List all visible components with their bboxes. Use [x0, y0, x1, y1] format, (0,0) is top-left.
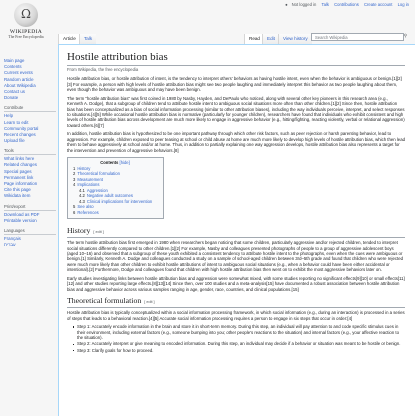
sidebar-heading-tools: Tools — [4, 148, 56, 155]
sidebar-item-download-pdf[interactable]: Download as PDF — [4, 211, 40, 217]
sidebar-heading-languages: Languages — [4, 228, 56, 235]
toc-item-label[interactable]: See also — [77, 204, 94, 210]
sidebar-item-contact[interactable]: Contact us — [4, 88, 25, 94]
history-paragraph-1: The term hostile attribution bias first emerged in 1980 when researchers began noticing that some children, particularly aggressive and/or rejected children, tended to interpret social situations differently compared to other children.[1][2] For example, Nasby and colleagues presented photographs of people to a group of aggressive adolescent boys (aged 10–16) and observed that a subgroup of these youth exhibited a consistent tendency to attribute hostile intent to the photographs, even when the cues were ambiguous or benign.[1] Similarly, Kenneth A. Dodge and colleagues conducted a study on a sample of school-aged children between 3rd–5th grade and found that children who were rejected were much more likely than other children to exhibit hostile attributions of intent to ambiguous social situations (e.g., when a behavior could have been either accidental or intentional).[2] Furthermore, Dodge and colleagues found that children with high hostile attribution bias then went on to exhibit the most aggressive behaviors later on. — [67, 240, 404, 273]
toc-item-number: 4.2 — [79, 193, 85, 199]
sidebar-item-lang-french[interactable]: Français — [4, 235, 21, 241]
history-heading-text: History — [67, 226, 91, 236]
history-paragraph-2: Early studies investigating links between hostile attribution bias and aggression were somewhat mixed, with some studies reporting no significant effects[9][10] or small effects[11][12] and other studies reporting large effects.[8][13][14] Since then, over 100 studies and a meta-analysis[15] have documented a robust association between hostile attribution bias and aggressive behavior across various samples ranging in age, gender, race, countries, and clinical populations.[15] — [67, 275, 405, 292]
toc-item-label[interactable]: Clinical implications for intervention — [86, 198, 153, 204]
toc-item-label[interactable]: References — [77, 209, 99, 215]
sidebar-item-contents[interactable]: Contents — [4, 64, 22, 70]
sidebar-item-main-page[interactable]: Main page — [4, 58, 25, 63]
toc-item[interactable] — [73, 210, 157, 216]
tab-article[interactable]: Article — [58, 34, 80, 44]
toc-item-label[interactable]: Negative adult outcomes — [86, 193, 133, 199]
log-in-link[interactable]: Log in — [397, 2, 409, 7]
toc-hide-toggle[interactable]: [hide] — [119, 160, 130, 166]
logo-tagline: The Free Encyclopedia — [8, 35, 44, 39]
toc-item-label[interactable]: Implications — [77, 182, 100, 188]
toc-list — [73, 166, 157, 216]
user-icon: ● — [285, 2, 288, 7]
toc-item-label[interactable]: Measurement — [77, 176, 103, 182]
toc-item-number: 3 — [73, 176, 76, 182]
toc-item-number: 4.1 — [79, 187, 85, 193]
toc-title-text: Contents — [100, 160, 119, 166]
puzzle-globe-icon — [14, 3, 38, 27]
create-account-link[interactable]: Create account — [364, 2, 393, 7]
sidebar-item-donate[interactable]: Donate — [4, 95, 19, 101]
logo-wordmark: WIKIPEDIA — [9, 29, 43, 35]
lead-paragraph-1: Hostile attribution bias, or hostile attribution of intent, is the tendency to interpret others' behaviors as having hostile intent, even when the behavior is ambiguous or benign.[1][2][3] For example, a person with high levels of hostile attribution bias might see two people laughing and immediately interpret this behavior as two people laughing about them, even though the behavior was ambiguous and may have been benign. — [67, 76, 402, 93]
lead-paragraph-3: In addition, hostile attribution bias is hypothesized to be one important pathway through which other risk factors, such as peer rejection or harsh parenting behavior, lead to aggression. For example, children exposed to peer teasing at school or child abuse at home are much more likely to develop high levels of hostile attribution bias, which then lead them to behave aggressively at school and/or at home. Thus, in addition to partially explaining one way aggression develops, hostile attribution bias also represents a target for the intervention and prevention of aggressive behaviors.[8] — [67, 131, 405, 153]
sidebar-heading-contribute: Contribute — [4, 105, 56, 112]
sidebar-item-community-portal[interactable]: Community portal — [4, 125, 39, 131]
list-item: Step 3: Clarify goals for how to proceed. — [73, 348, 405, 353]
sidebar-heading-print-export: Print/export — [4, 204, 56, 211]
lead-paragraph-2: The term "hostile attribution bias" was first coined in 1980 by Nasby, Hayden, and DePaulo who noticed, along with several other key pioneers in this research area (e.g., Kenneth A. Dodge), that a subgroup of children tend to attribute hostile intent to ambiguous social situations more often than other children.[1][2] Since then, hostile attribution bias has been conceptualized as a bias of social information processing (similar to other attribution biases), including the way individuals perceive, interpret, and select responses to situations.[4][5] While occasional hostile attribution bias is normative (particularly for younger children), researchers have found that individuals who exhibit consistent and high levels of hostile attribution bias across development are much more likely to engage in aggressive behavior (e.g., hitting/fighting, reacting violently, verbal or relational aggression) toward others.[6][7] — [67, 95, 405, 128]
personal-tools — [281, 2, 409, 7]
sidebar-item-about[interactable]: About Wikipedia — [4, 82, 36, 88]
tab-talk[interactable]: Talk — [79, 34, 96, 44]
sidebar-item-permanent-link[interactable]: Permanent link — [4, 174, 34, 180]
table-of-contents — [67, 157, 164, 219]
sidebar-item-help[interactable]: Help — [4, 113, 14, 119]
sidebar — [4, 58, 56, 248]
section-heading-theoretical-formulation — [67, 296, 405, 308]
sidebar-item-what-links-here[interactable]: What links here — [4, 156, 35, 162]
toc-item-number: 2 — [73, 171, 76, 177]
list-item: Step 2: Accurately interpret or give meaning to encoded information. During this step, an individual may decide if a behavior or situation was meant to be hostile or benign. — [73, 341, 405, 346]
sidebar-item-recent-changes[interactable]: Recent changes — [4, 131, 36, 137]
edit-section-history-link[interactable]: [ edit ] — [93, 230, 104, 235]
top-bar — [0, 0, 415, 14]
toc-item-number: 5 — [73, 204, 76, 210]
sidebar-item-random-article[interactable]: Random article — [4, 76, 34, 82]
sidebar-item-printable-version[interactable]: Printable version — [4, 217, 37, 223]
tab-edit[interactable]: Edit — [262, 34, 279, 44]
sidebar-item-upload-file[interactable]: Upload file — [4, 138, 25, 144]
toc-item-label[interactable]: Theoretical formulation — [77, 171, 120, 177]
theory-paragraph: Hostile attribution bias is typically conceptualized within a social information processing framework, in which social information (e.g., during an interaction) is processed in a series of steps that leads to a behavioral reaction.[4][5] Accurate social information processing requires a person to engage in six steps that occur in order:[4] — [67, 310, 405, 321]
toc-item-label[interactable]: Aggression — [86, 187, 108, 193]
sidebar-item-lang-hebrew[interactable]: עברית — [4, 242, 16, 248]
toc-item-number: 1 — [73, 165, 76, 171]
sidebar-item-learn-to-edit[interactable]: Learn to edit — [4, 119, 29, 125]
tab-read[interactable]: Read — [244, 34, 264, 44]
not-logged-in-text: Not logged in — [291, 2, 317, 7]
search-input[interactable]: Search Wikipedia — [311, 33, 404, 41]
sidebar-item-wikidata-item[interactable]: Wikidata item — [4, 193, 31, 199]
toc-item-label[interactable]: History — [77, 165, 91, 171]
wikipedia-logo[interactable] — [6, 3, 46, 43]
page-subtitle: From Wikipedia, the free encyclopedia — [67, 67, 139, 72]
article-content — [58, 44, 415, 416]
toc-item-number: 6 — [73, 209, 76, 215]
sidebar-item-special-pages[interactable]: Special pages — [4, 168, 32, 174]
page-title: Hostile attribution bias — [67, 51, 405, 66]
list-item: Step 1: Accurately encode information in the brain and store it in short-term memory. During this step, an individual will pay attention to and code specific stimulus cues in their environment, including external factors (e.g., someone bumping into you; other people's reactions to the situation) and internal factors (e.g., your affective reaction to the situation). — [73, 324, 405, 340]
edit-section-theory-link[interactable]: [ edit ] — [144, 300, 155, 305]
theory-heading-text: Theoretical formulation — [67, 296, 142, 306]
user-talk-link[interactable]: Talk — [321, 2, 329, 7]
steps-list — [73, 324, 405, 353]
toc-item-number: 4 — [73, 182, 76, 188]
sidebar-item-cite-this-page[interactable]: Cite this page — [4, 187, 31, 193]
section-heading-history — [67, 226, 405, 238]
page-tabs — [58, 32, 409, 44]
contributions-link[interactable]: Contributions — [334, 2, 359, 7]
sidebar-item-current-events[interactable]: Current events — [4, 70, 33, 76]
sidebar-item-page-information[interactable]: Page information — [4, 181, 38, 186]
sidebar-item-related-changes[interactable]: Related changes — [4, 162, 37, 168]
search-icon[interactable]: ⚲ — [403, 33, 407, 38]
toc-item-number: 4.3 — [79, 198, 85, 204]
tab-view-history[interactable]: View history — [278, 34, 312, 44]
